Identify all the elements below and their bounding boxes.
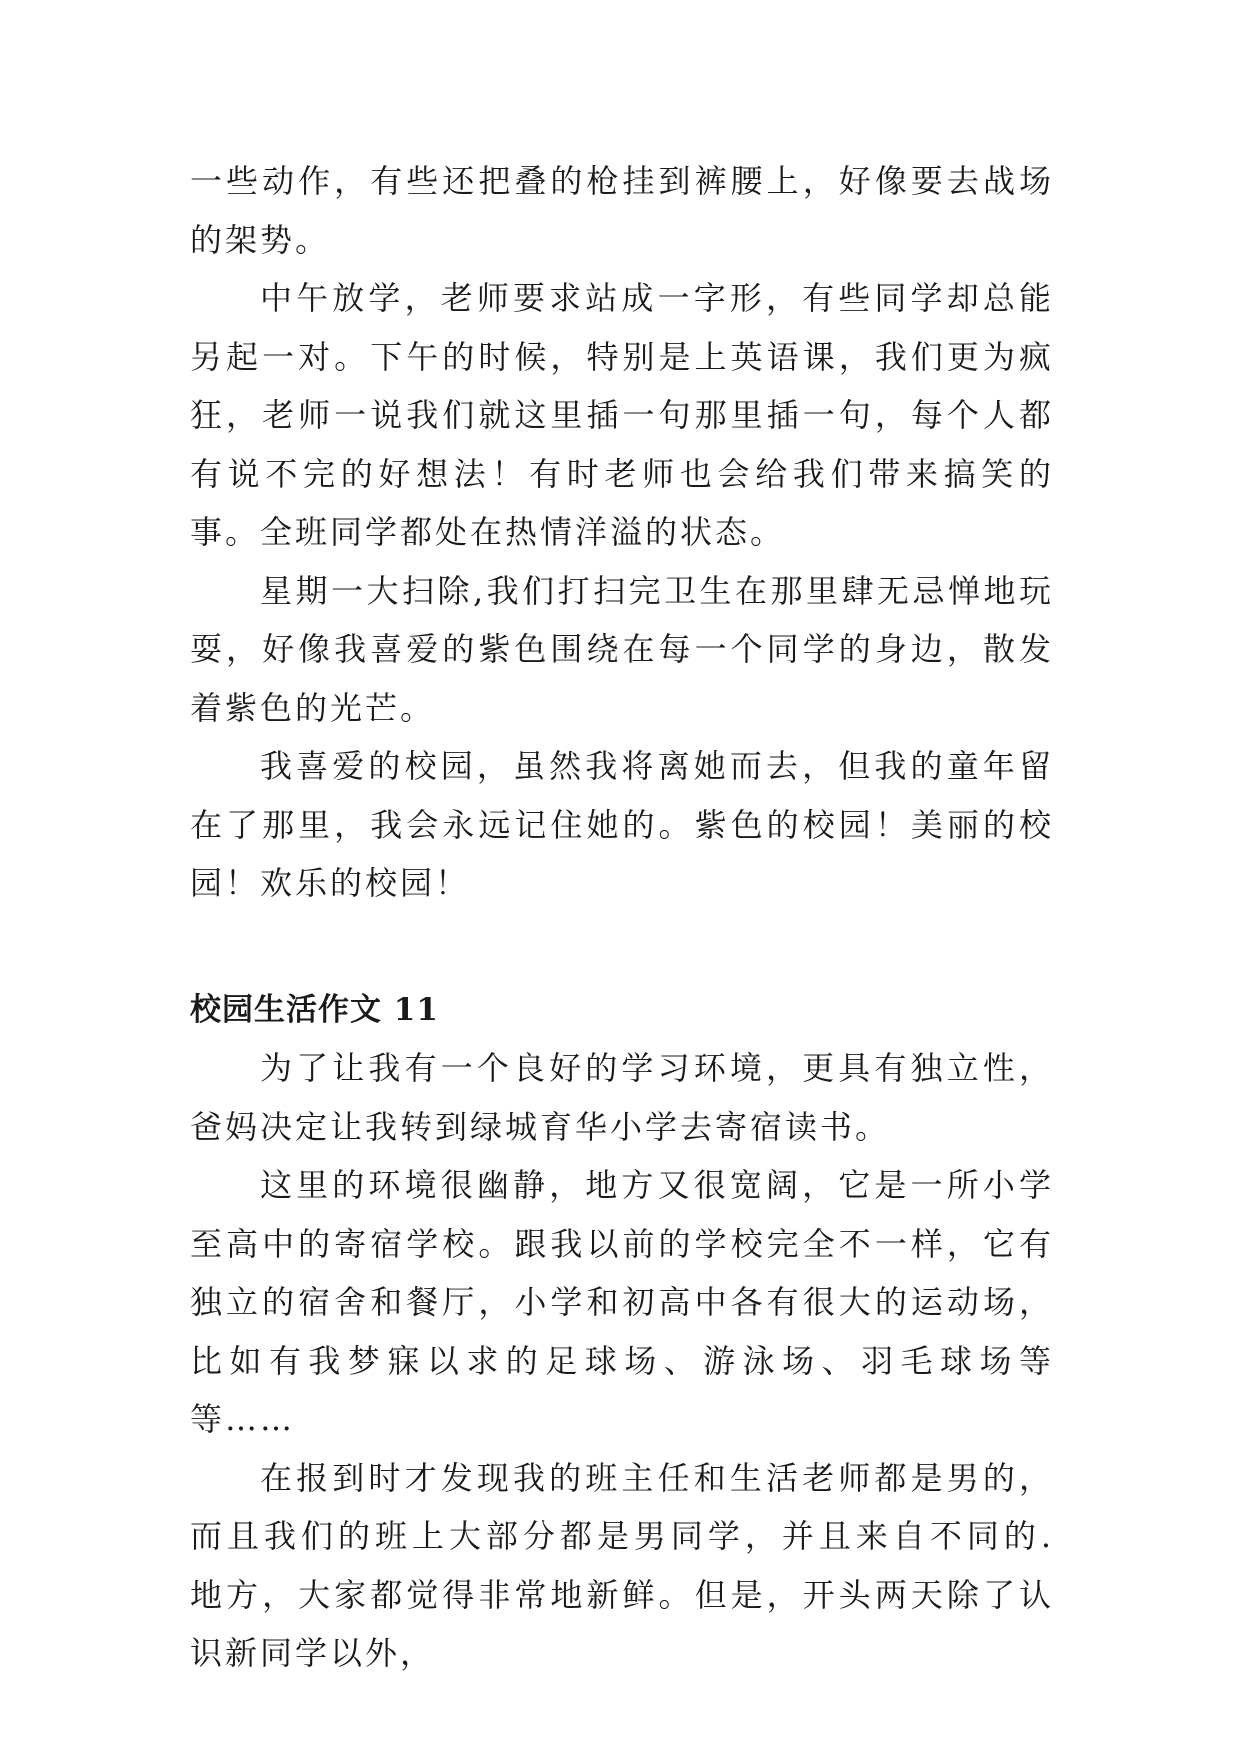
- paragraph: 我喜爱的校园，虽然我将离她而去，但我的童年留在了那里，我会永远记住她的。紫色的校园！美丽的校园！欢乐的校园！: [190, 747, 1054, 902]
- paragraph: 中午放学，老师要求站成一字形，有些同学却总能另起一对。下午的时候，特别是上英语课，我们更为疯狂，老师一说我们就这里插一句那里插一句，每个人都有说不完的好想法！有时老师也会给我们带来搞笑的事。全班同学都处在热情洋溢的状态。: [190, 279, 1054, 551]
- paragraph: 这里的环境很幽静，地方又很宽阔，它是一所小学至高中的寄宿学校。跟我以前的学校完全不一样，它有独立的宿舍和餐厅，小学和初高中各有很大的运动场，比如有我梦寐以求的足球场、游泳场、羽毛球场等等……: [190, 1166, 1054, 1438]
- section-heading: 校园生活作文 11: [190, 991, 439, 1028]
- paragraph: 星期一大扫除,我们打扫完卫生在那里肆无忌惮地玩耍，好像我喜爱的紫色围绕在每一个同学的身边，散发着紫色的光芒。: [190, 571, 1054, 727]
- paragraph-continuation: 一些动作，有些还把叠的枪挂到裤腰上，好像要去战场的架势。: [190, 162, 1054, 259]
- document-body: [190, 152, 1054, 1683]
- paragraph: 在报到时才发现我的班主任和生活老师都是男的，而且我们的班上大部分都是男同学，并且来自不同的. 地方，大家都觉得非常地新鲜。但是，开头两天除了认识新同学以外，: [190, 1458, 1054, 1672]
- paragraph: 为了让我有一个良好的学习环境，更具有独立性，爸妈决定让我转到绿城育华小学去寄宿读书。: [190, 1049, 1054, 1146]
